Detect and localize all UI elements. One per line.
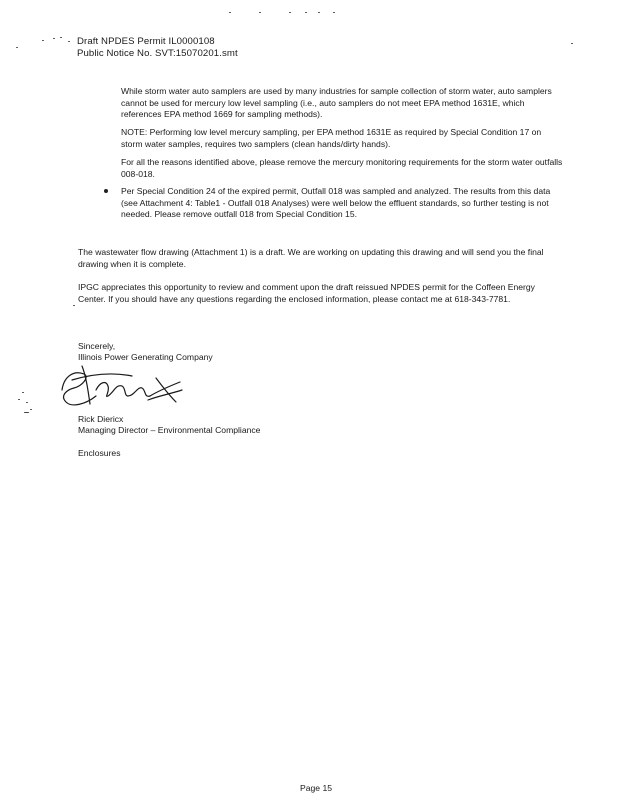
public-notice-number: Public Notice No. SVT:15070201.smt [77, 48, 238, 59]
enclosures-label: Enclosures [78, 448, 121, 458]
bullet-marker [104, 189, 108, 193]
outfall-018-paragraph: Per Special Condition 24 of the expired permit, Outfall 018 was sampled and analyzed. The results from this data (see Attachment 4: Table1 - Outfall 018 Analyses) were well below the effluent standards, so further testing is not needed. Please remove outfall 018 from Special Condition 15. [121, 186, 551, 220]
autosampler-paragraph: While storm water auto samplers are used by many industries for sample collection of storm water, auto samplers cannot be used for mercury low level sampling (i.e., auto samplers do not meet EPA method 1631E, which references EPA method 1669 for sampling methods). [121, 86, 552, 120]
company-name: Illinois Power Generating Company [78, 352, 213, 362]
note-paragraph: NOTE: Performing low level mercury sampling, per EPA method 1631E as required by Special Condition 17 on storm water samples, requires two samplers (clean hands/dirty hands). [121, 127, 542, 149]
ipgc-comment-paragraph: IPGC appreciates this opportunity to review and comment upon the draft reissued NPDES permit for the Coffeen Energy Center. If you should have any questions regarding the enclosed information, please contact me at 618-343-7781. [78, 282, 535, 304]
signer-name: Rick Diericx [78, 414, 124, 424]
permit-number: Draft NPDES Permit IL0000108 [77, 36, 215, 47]
handwritten-signature [52, 356, 202, 416]
flow-drawing-paragraph: The wastewater flow drawing (Attachment 1) is a draft. We are working on updating this drawing and will send you the final drawing when it is complete. [78, 247, 544, 269]
permit-header [77, 36, 238, 60]
signer-title: Managing Director – Environmental Compliance [78, 425, 261, 435]
page-number: Page 15 [300, 783, 333, 793]
salutation: Sincerely, [78, 341, 116, 351]
reasons-paragraph: For all the reasons identified above, please remove the mercury monitoring requirements for the storm water outfalls 008-018. [121, 157, 563, 179]
